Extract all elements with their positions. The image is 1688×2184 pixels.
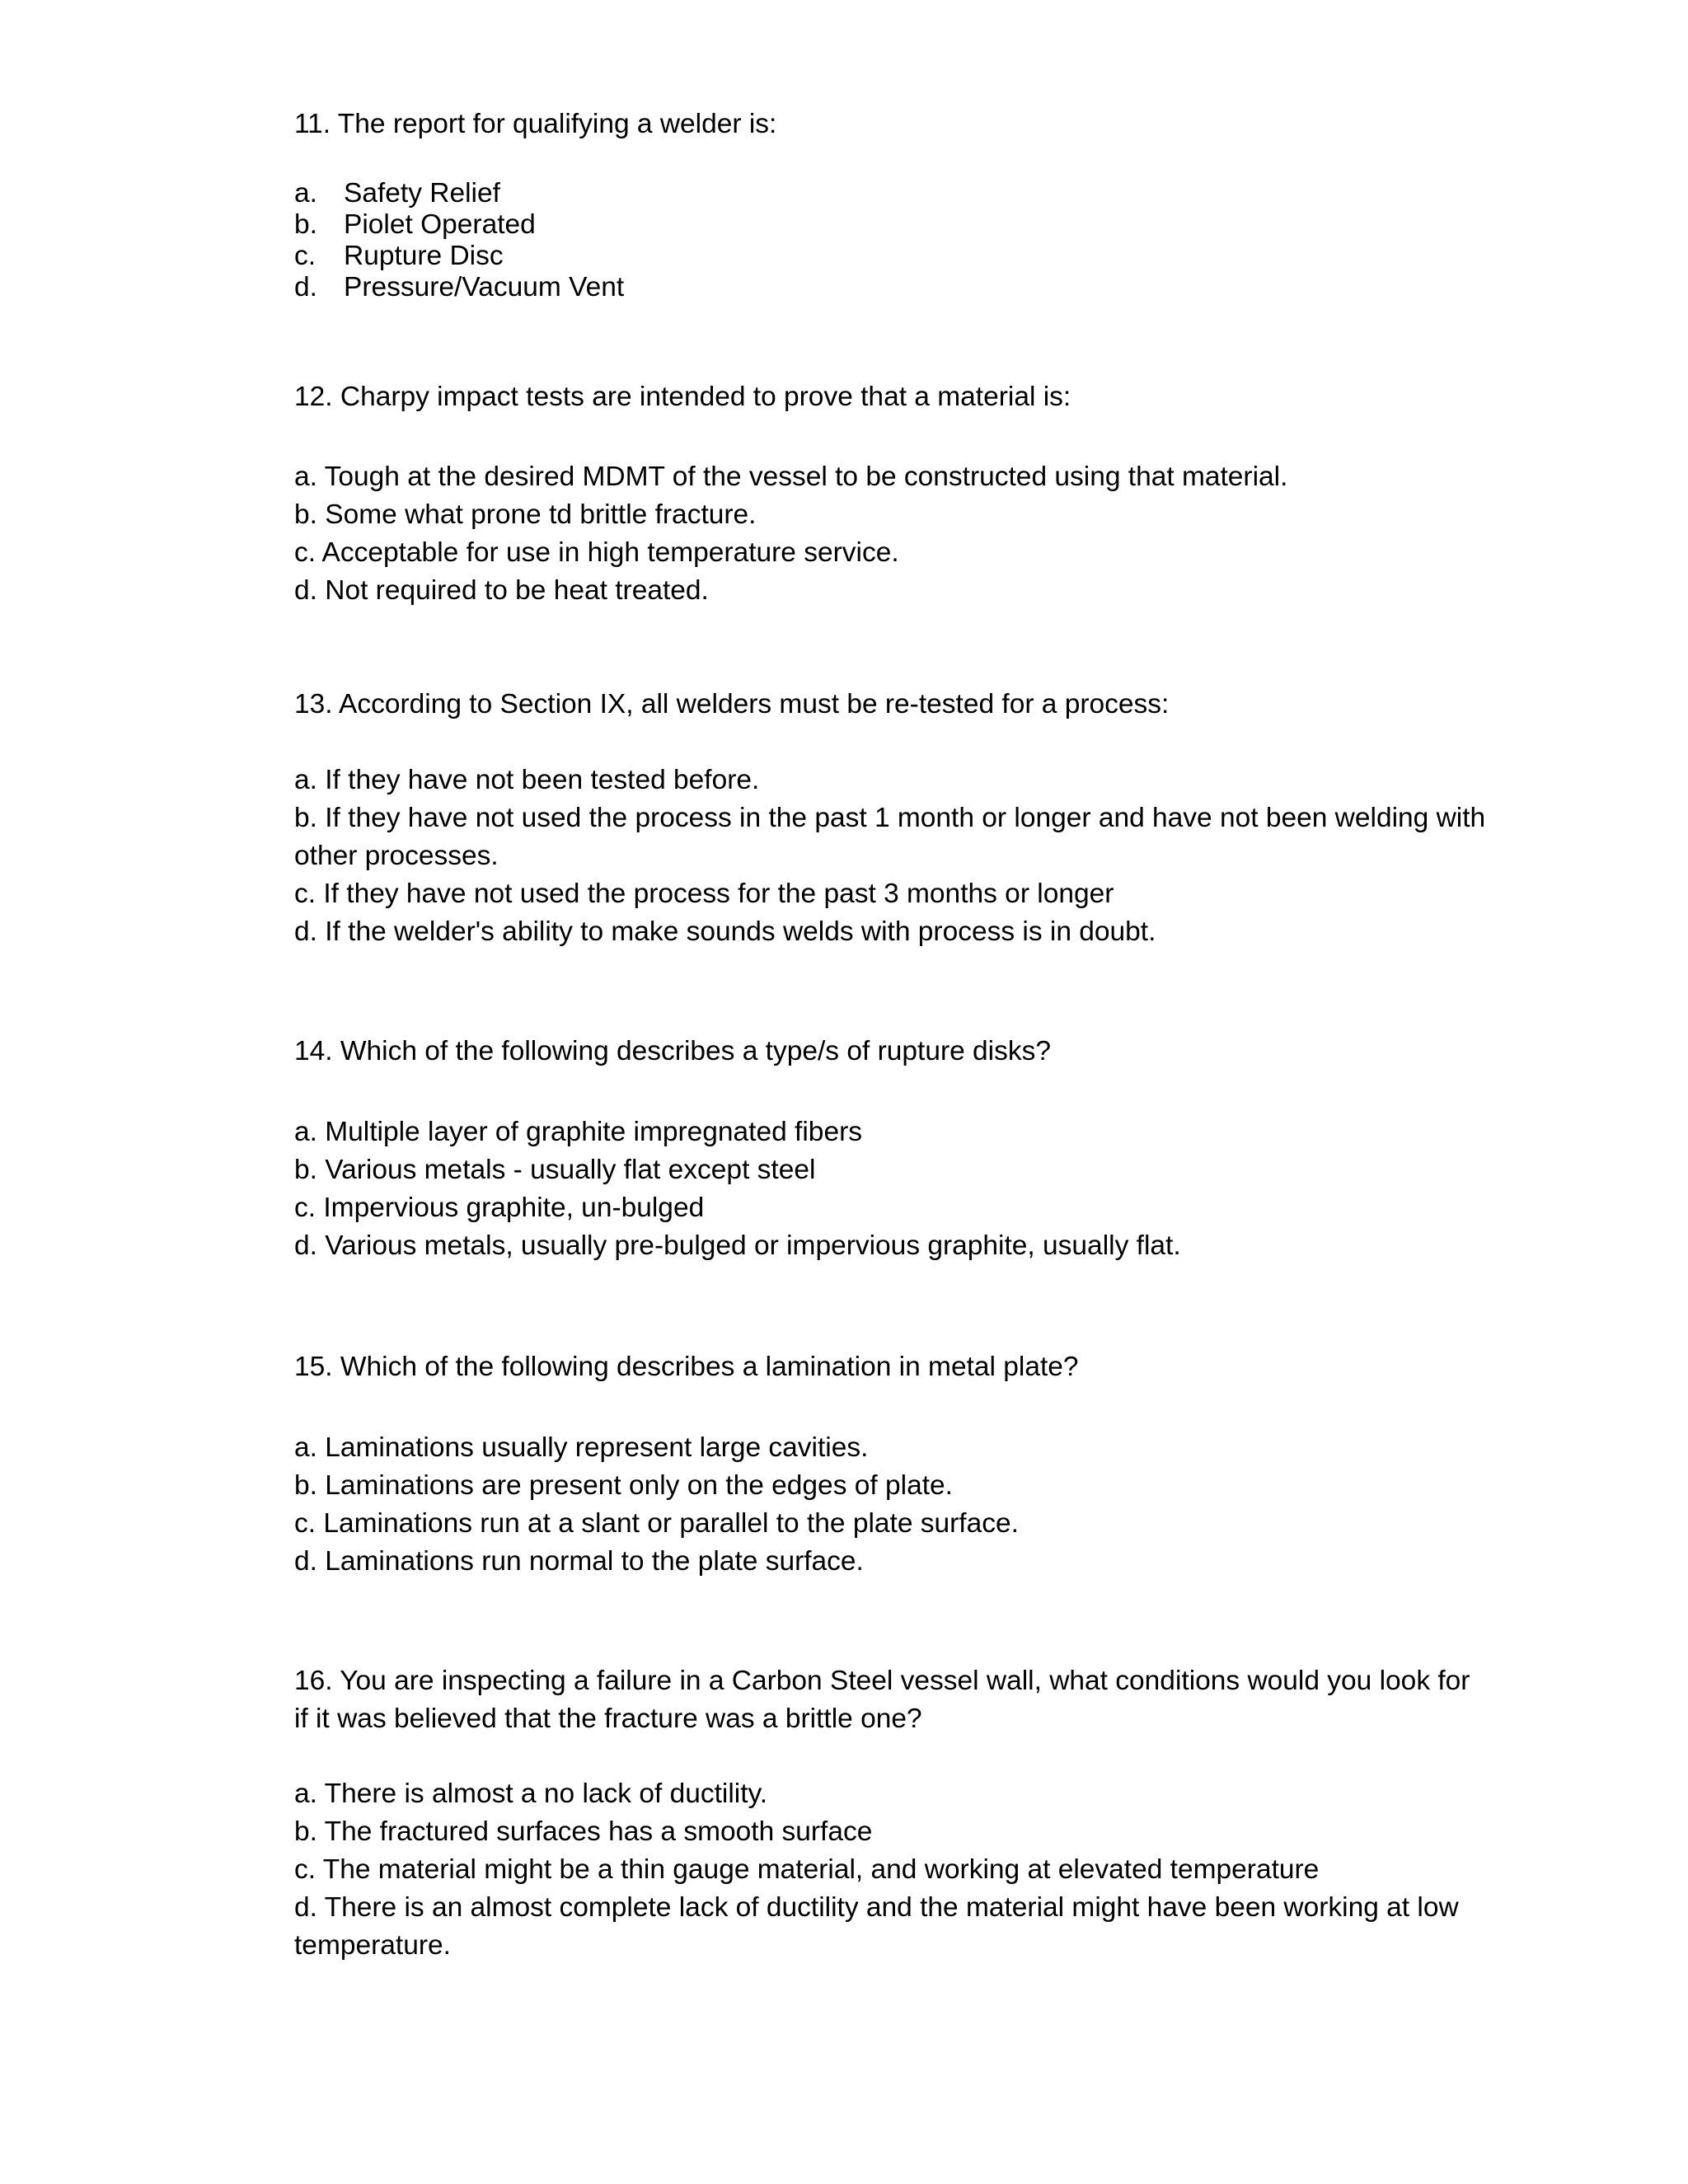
question-13 bbox=[294, 686, 1489, 951]
question-11 bbox=[294, 105, 1489, 303]
option-b bbox=[294, 209, 1489, 241]
question-16 bbox=[294, 1662, 1489, 1965]
option-list bbox=[294, 1113, 1489, 1265]
option-d: d. If the welder's ability to make sounds welds with process is in doubt. bbox=[294, 916, 1156, 947]
option-b: b. The fractured surfaces has a smooth surface bbox=[294, 1816, 873, 1847]
option-a bbox=[294, 178, 1489, 209]
option-letter: d. bbox=[294, 272, 317, 302]
option-c: c. Acceptable for use in high temperature service. bbox=[294, 537, 899, 568]
option-d: d. Not required to be heat treated. bbox=[294, 575, 709, 606]
question-stem: 13. According to Section IX, all welders must be re-tested for a process: bbox=[294, 689, 1170, 719]
option-letter: a. bbox=[294, 178, 317, 209]
option-d bbox=[294, 272, 1489, 303]
option-b: b. Some what prone td brittle fracture. bbox=[294, 499, 757, 530]
option-letter: c. bbox=[294, 241, 316, 271]
option-text: Safety Relief bbox=[344, 178, 500, 209]
question-stem: 14. Which of the following describes a type/s of rupture disks? bbox=[294, 1036, 1051, 1066]
option-c: c. Laminations run at a slant or parallel to the plate surface. bbox=[294, 1508, 1019, 1539]
option-c: c. The material might be a thin gauge material, and working at elevated temperature bbox=[294, 1854, 1320, 1885]
option-d: d. Laminations run normal to the plate surface. bbox=[294, 1546, 864, 1577]
option-c bbox=[294, 241, 1489, 272]
option-b: b. Laminations are present only on the edges of plate. bbox=[294, 1470, 953, 1501]
option-c: c. Impervious graphite, un-bulged bbox=[294, 1193, 705, 1223]
question-15 bbox=[294, 1348, 1489, 1581]
option-a: a. If they have not been tested before. bbox=[294, 765, 760, 795]
option-letter: b. bbox=[294, 209, 317, 240]
question-stem: 11. The report for qualifying a welder is: bbox=[294, 109, 777, 139]
option-c: c. If they have not used the process for the past 3 months or longer bbox=[294, 879, 1114, 909]
option-d: d. There is an almost complete lack of ductility and the material might have been working at low temperature. bbox=[294, 1892, 1459, 1961]
option-list bbox=[294, 178, 1489, 303]
option-text: Piolet Operated bbox=[344, 209, 536, 240]
option-list bbox=[294, 458, 1489, 610]
option-b: b. Various metals - usually flat except steel bbox=[294, 1155, 816, 1185]
option-text: Rupture Disc bbox=[344, 241, 504, 271]
question-stem: 16. You are inspecting a failure in a Carbon Steel vessel wall, what conditions would you look for if it was believed that the fracture was a brittle one? bbox=[294, 1666, 1470, 1734]
option-list bbox=[294, 1429, 1489, 1581]
option-a: a. Laminations usually represent large cavities. bbox=[294, 1432, 869, 1463]
option-a: a. Multiple layer of graphite impregnated fibers bbox=[294, 1117, 862, 1147]
option-text: Pressure/Vacuum Vent bbox=[344, 272, 625, 302]
option-a: a. There is almost a no lack of ductility. bbox=[294, 1779, 768, 1809]
question-14 bbox=[294, 1033, 1489, 1265]
question-stem: 12. Charpy impact tests are intended to prove that a material is: bbox=[294, 382, 1071, 412]
option-list bbox=[294, 762, 1489, 951]
question-12 bbox=[294, 378, 1489, 610]
option-a: a. Tough at the desired MDMT of the vessel to be constructed using that material. bbox=[294, 462, 1288, 492]
option-b: b. If they have not used the process in the past 1 month or longer and have not been welding with other processes. bbox=[294, 803, 1486, 871]
question-stem: 15. Which of the following describes a lamination in metal plate? bbox=[294, 1352, 1079, 1382]
option-list bbox=[294, 1775, 1489, 1965]
option-d: d. Various metals, usually pre-bulged or impervious graphite, usually flat. bbox=[294, 1230, 1181, 1261]
